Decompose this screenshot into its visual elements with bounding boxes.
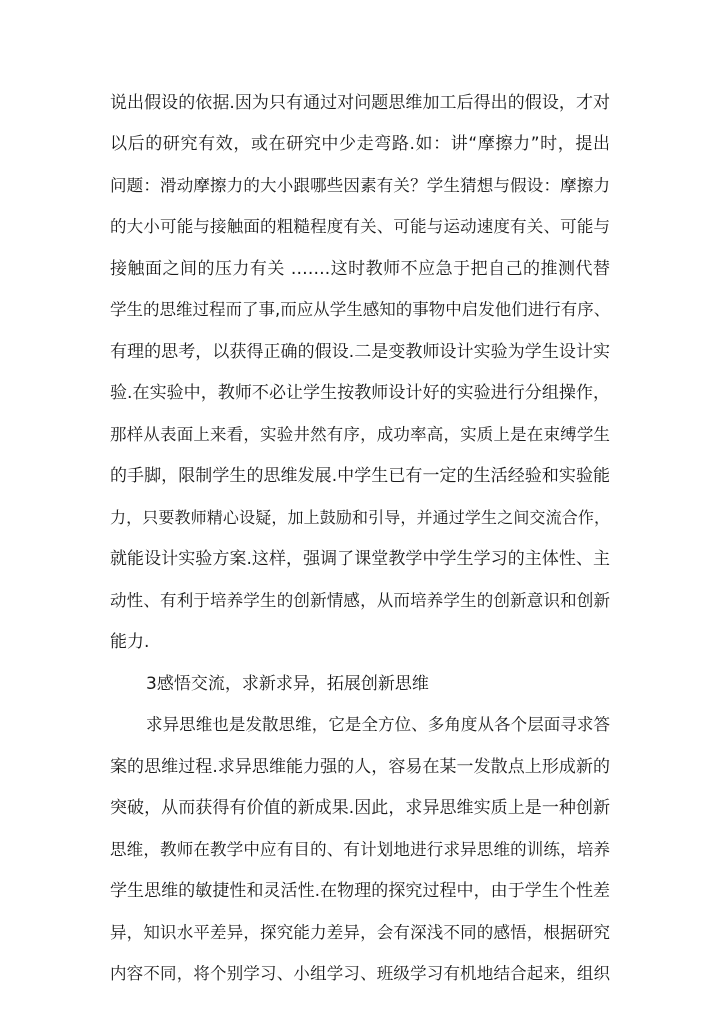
text-line-20: 学生思维的敏捷性和灵活性.在物理的探究过程中，由于学生个性差	[110, 881, 610, 901]
text-line-18: 突破，从而获得有价值的新成果.因此，求异思维实质上是一种创新	[110, 798, 610, 818]
section-heading: 3感悟交流，求新求异，拓展创新思维	[146, 674, 429, 694]
text-line-5: 接触面之间的压力有关 …….这时教师不应急于把自己的推测代替	[110, 259, 610, 279]
text-line-22: 内容不同，将个别学习、小组学习、班级学习有机地结合起来，组织	[110, 964, 610, 983]
text-line-21: 异，知识水平差异，探究能力差异，会有深浅不同的感悟，根据研究	[110, 923, 610, 942]
text-line-7: 有理的思考，以获得正确的假设.二是变教师设计实验为学生设计实	[110, 342, 610, 362]
text-line-17: 案的思维过程.求异思维能力强的人，容易在某一发散点上形成新的	[110, 757, 610, 777]
text-line-1: 说出假设的依据.因为只有通过对问题思维加工后得出的假设，才对	[110, 93, 610, 113]
text-line-14: 能力.	[110, 632, 150, 652]
text-line-6: 学生的思维过程而了事,而应从学生感知的事物中启发他们进行有序、	[110, 300, 611, 319]
text-line-10: 的手脚，限制学生的思维发展.中学生已有一定的生活经验和实验能	[110, 466, 610, 486]
text-line-12: 就能设计实验方案.这样，强调了课堂教学中学生学习的主体性、主	[110, 549, 610, 569]
text-line-16: 求异思维也是发散思维，它是全方位、多角度从各个层面寻求答	[146, 715, 610, 734]
text-line-4: 的大小可能与接触面的粗糙程度有关、可能与运动速度有关、可能与	[110, 217, 610, 236]
text-line-8: 验.在实验中，教师不必让学生按教师设计好的实验进行分组操作，	[110, 383, 610, 403]
text-line-19: 思维，教师在教学中应有目的、有计划地进行求异思维的训练，培养	[110, 840, 610, 859]
text-line-3: 问题：滑动摩擦力的大小跟哪些因素有关？学生猜想与假设：摩擦力	[110, 176, 610, 195]
text-line-11: 力，只要教师精心设疑，加上鼓励和引导，并通过学生之间交流合作，	[110, 508, 610, 527]
text-line-2: 以后的研究有效，或在研究中少走弯路.如：讲“摩擦力”时，提出	[110, 134, 610, 154]
text-line-13: 动性、有利于培养学生的创新情感，从而培养学生的创新意识和创新	[110, 591, 610, 610]
text-line-9: 那样从表面上来看，实验井然有序，成功率高，实质上是在束缚学生	[110, 425, 610, 444]
